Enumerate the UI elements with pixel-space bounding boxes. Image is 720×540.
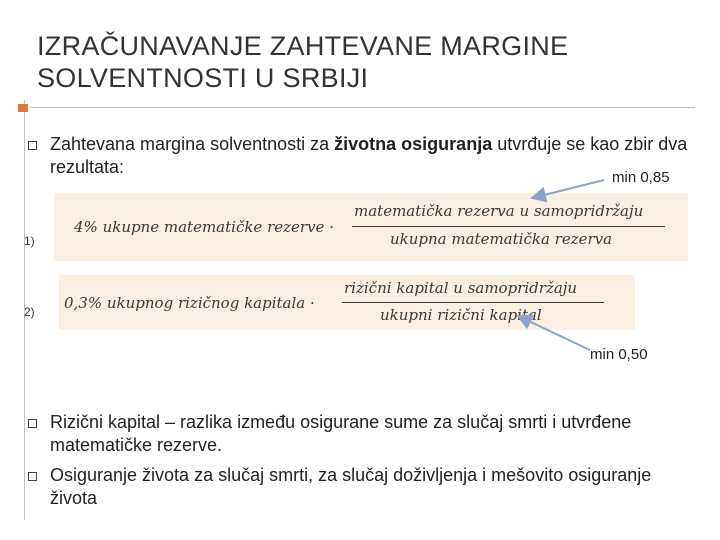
bullet-square-icon	[28, 472, 37, 481]
intro-text-start: Zahtevana margina solventnosti za	[50, 134, 335, 154]
slide-title: IZRAČUNAVANJE ZAHTEVANE MARGINE SOLVENTNOSTI U SRBIJI	[37, 31, 569, 93]
bullet-square-icon	[28, 419, 37, 428]
formula-1-number: 1)	[24, 234, 35, 248]
arrow-to-formula-1	[532, 180, 604, 198]
formula-2-number: 2)	[24, 305, 35, 319]
formula-1-numerator: matematička rezerva u samopridržaju	[354, 202, 644, 220]
intro-text-end: utvrđuje se kao zbir dva rezultata:	[50, 134, 688, 177]
formula-2-lead: 0,3% ukupnog rizičnog kapitala ·	[64, 294, 315, 312]
formula-2-numerator: rizični kapital u samopridržaju	[344, 279, 578, 297]
arrow-to-formula-2	[518, 316, 590, 350]
annotation-min-second: min 0,50	[590, 346, 648, 363]
bullet-life-insurance: Osiguranje života za slučaj smrti, za slučaj doživljenja i mešovito osiguranje života	[50, 465, 652, 508]
formula-2-denominator: ukupni rizični kapital	[380, 306, 542, 324]
annotation-min-first: min 0,85	[612, 169, 670, 186]
formula-1-denominator: ukupna matematička rezerva	[390, 230, 613, 248]
intro-text-bold: životna osiguranja	[334, 134, 493, 154]
bullet-risk-capital: Rizični kapital – razlika između osigurane sume za slučaj smrti i utvrđene matematičke rezerve.	[50, 412, 632, 455]
formula-1-lead: 4% ukupne matematičke rezerve ·	[74, 218, 334, 236]
